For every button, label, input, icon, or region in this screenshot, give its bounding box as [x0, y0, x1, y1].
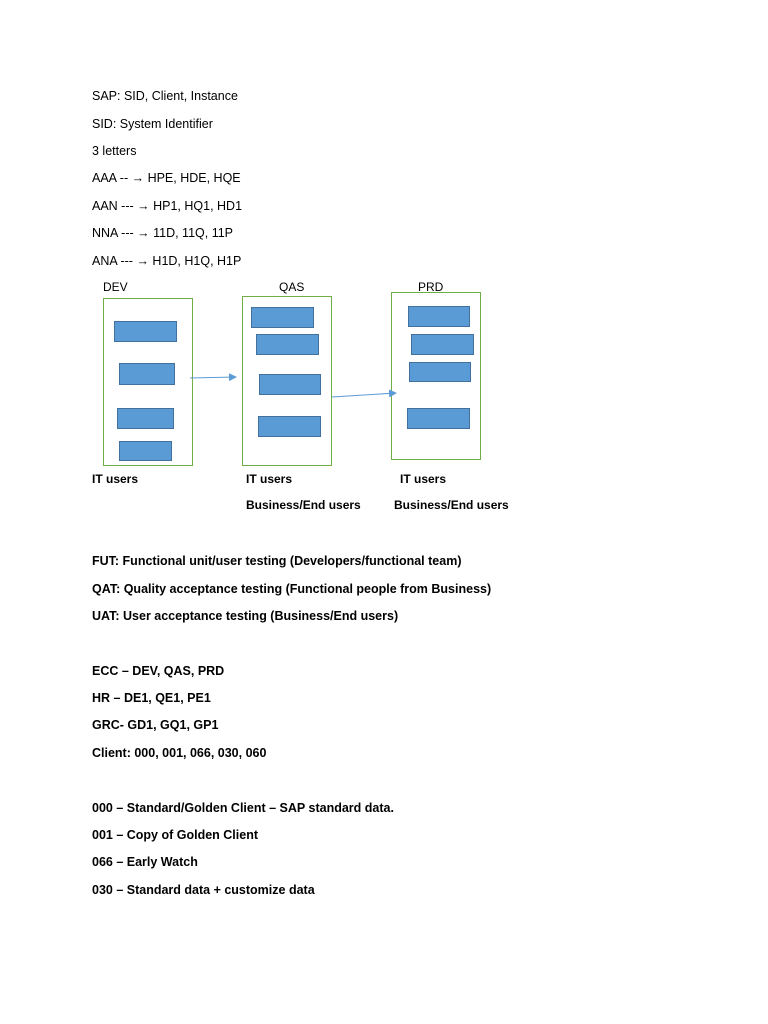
prd-client-block-3: [409, 362, 471, 382]
dev-to-qas-arrow: [190, 377, 236, 378]
client-001: 001 – Copy of Golden Client: [92, 828, 258, 842]
qas-to-prd-arrow: [332, 393, 396, 397]
intro-line-nna: NNA --- → 11D, 11Q, 11P: [92, 226, 234, 240]
qas-client-block-3: [259, 374, 321, 395]
client-000: 000 – Standard/Golden Client – SAP standard data.: [92, 801, 394, 815]
client-list: Client: 000, 001, 066, 030, 060: [92, 746, 267, 760]
qas-client-block-2: [256, 334, 319, 355]
prd-label: PRD: [418, 280, 444, 294]
prd-users-label-2: Business/End users: [394, 498, 509, 512]
intro-line-aaa: AAA -- → HPE, HDE, HQE: [92, 171, 241, 185]
qas-client-block-1: [251, 307, 314, 328]
dev-users-label: IT users: [92, 472, 139, 486]
dev-client-block-3: [117, 408, 174, 429]
intro-line-sid: SID: System Identifier: [92, 117, 213, 131]
intro-line-aan: AAN --- → HP1, HQ1, HD1: [92, 199, 243, 213]
qas-users-label-2: Business/End users: [246, 498, 361, 512]
prd-client-block-4: [407, 408, 470, 429]
testing-fut: FUT: Functional unit/user testing (Developers/functional team): [92, 554, 462, 568]
testing-uat: UAT: User acceptance testing (Business/End users): [92, 609, 399, 623]
intro-line-letters: 3 letters: [92, 144, 137, 158]
qas-client-block-4: [258, 416, 321, 437]
prd-users-label-1: IT users: [400, 472, 447, 486]
dev-client-block-4: [119, 441, 172, 461]
testing-qat: QAT: Quality acceptance testing (Functional people from Business): [92, 582, 492, 596]
client-066: 066 – Early Watch: [92, 855, 198, 869]
qas-label: QAS: [279, 280, 305, 294]
intro-line-sap: SAP: SID, Client, Instance: [92, 89, 238, 103]
dev-client-block-1: [114, 321, 177, 342]
prd-client-block-2: [411, 334, 474, 355]
dev-client-block-2: [119, 363, 175, 385]
landscape-grc: GRC- GD1, GQ1, GP1: [92, 718, 219, 732]
client-030: 030 – Standard data + customize data: [92, 883, 315, 897]
intro-line-ana: ANA --- → H1D, H1Q, H1P: [92, 254, 242, 268]
landscape-ecc: ECC – DEV, QAS, PRD: [92, 664, 225, 678]
dev-label: DEV: [103, 280, 128, 294]
landscape-hr: HR – DE1, QE1, PE1: [92, 691, 211, 705]
prd-client-block-1: [408, 306, 470, 327]
qas-users-label-1: IT users: [246, 472, 293, 486]
